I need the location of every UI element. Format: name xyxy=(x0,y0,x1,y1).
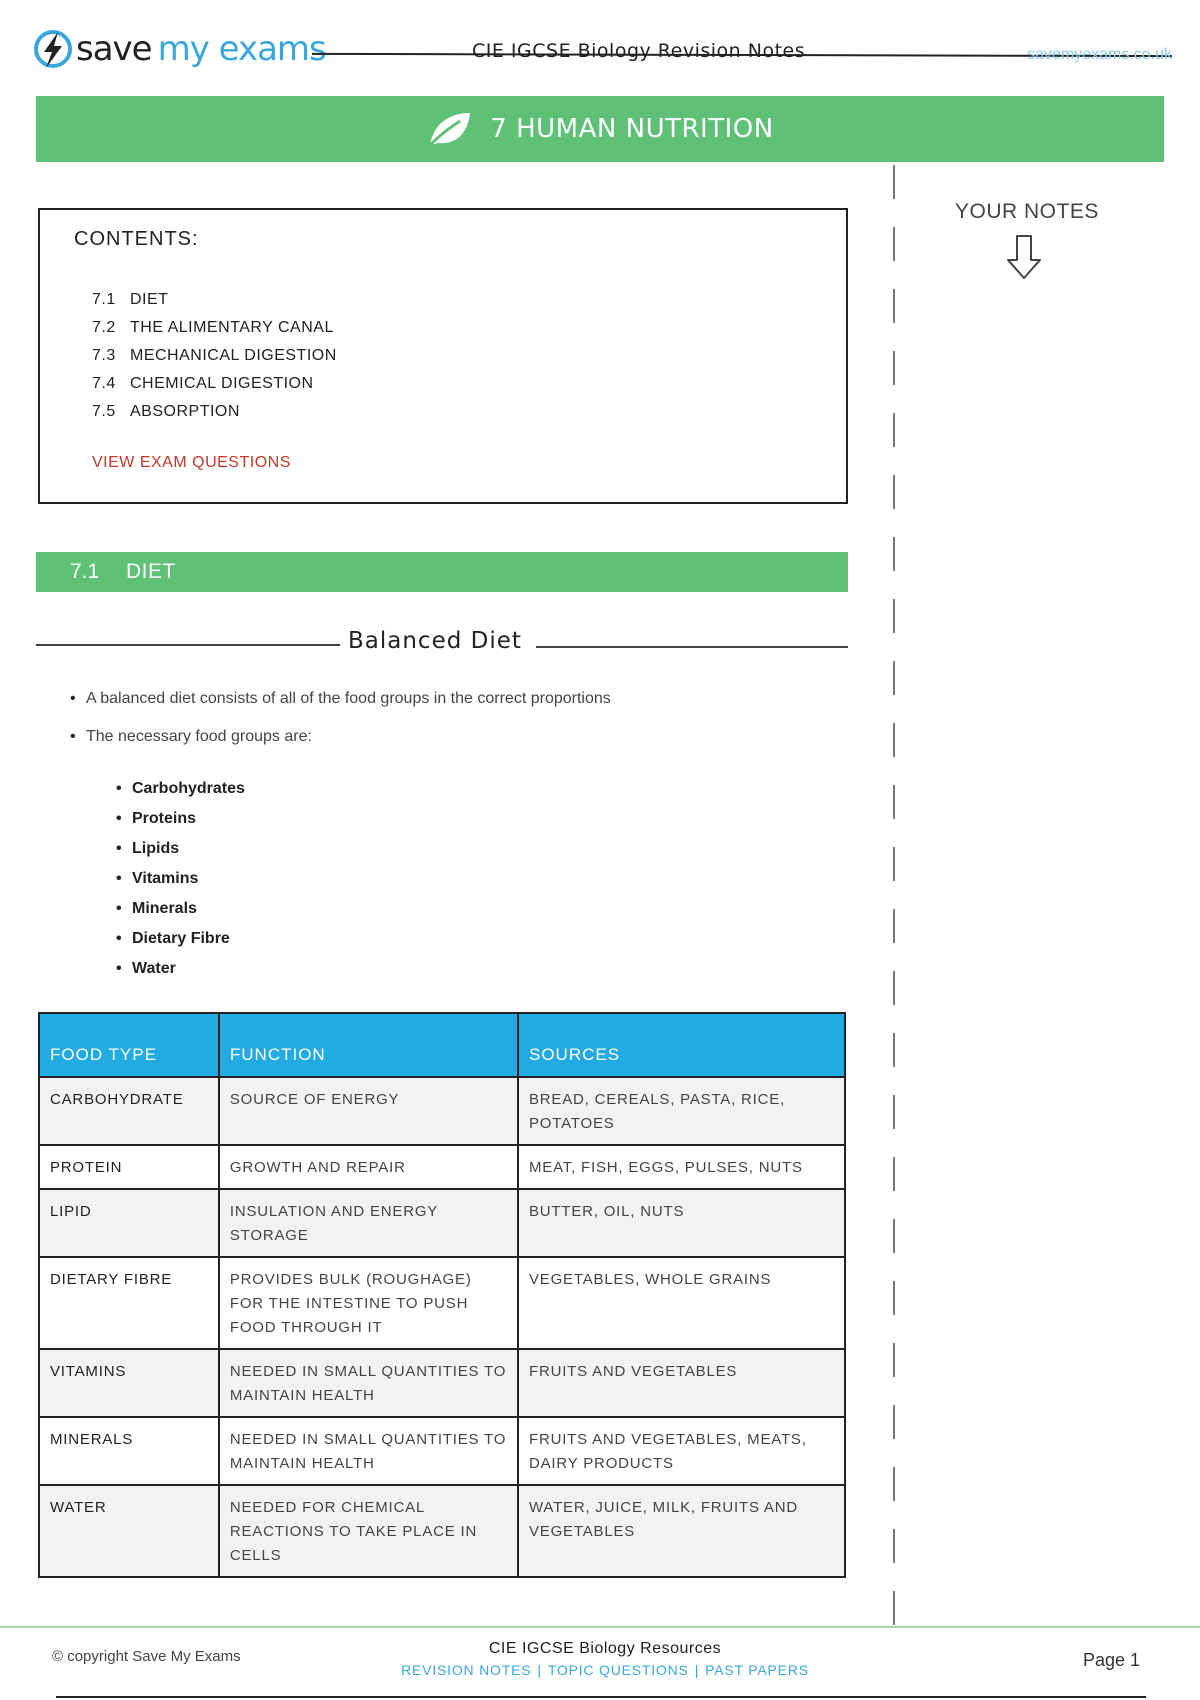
food-groups-list xyxy=(116,774,245,984)
cell-sources: FRUITS AND VEGETABLES xyxy=(518,1349,845,1417)
site-url[interactable]: savemyexams.co.uk xyxy=(1027,46,1172,63)
topic-questions-link[interactable]: TOPIC QUESTIONS xyxy=(547,1662,689,1678)
cell-food-type: WATER xyxy=(39,1485,219,1577)
column-header-sources: SOURCES xyxy=(518,1013,845,1077)
contents-item[interactable] xyxy=(92,342,337,370)
view-exam-questions-link[interactable]: VIEW EXAM QUESTIONS xyxy=(92,454,291,471)
food-group-item: • Dietary Fibre xyxy=(116,924,245,954)
footer-bottom-rule xyxy=(56,1696,1146,1698)
section-header xyxy=(36,552,848,592)
table-row xyxy=(39,1417,845,1485)
subheading-rule-right xyxy=(536,646,848,648)
cell-function: NEEDED IN SMALL QUANTITIES TO MAINTAIN HEALTH xyxy=(219,1349,518,1417)
bullet-item: • The necessary food groups are: xyxy=(70,728,850,746)
contents-item-number: 7.5 xyxy=(92,403,116,420)
contents-item-number: 7.3 xyxy=(92,347,116,364)
bullet-item: • A balanced diet consists of all of the food groups in the correct proportions xyxy=(70,690,850,708)
cell-food-type: DIETARY FIBRE xyxy=(39,1257,219,1349)
table-row xyxy=(39,1189,845,1257)
table-row xyxy=(39,1349,845,1417)
contents-box xyxy=(38,208,848,504)
cell-sources: VEGETABLES, WHOLE GRAINS xyxy=(518,1257,845,1349)
cell-function: NEEDED FOR CHEMICAL REACTIONS TO TAKE PLACE IN CELLS xyxy=(219,1485,518,1577)
leaf-icon xyxy=(426,109,472,149)
bullet-list xyxy=(70,690,850,766)
contents-item[interactable] xyxy=(92,314,337,342)
contents-item-label: DIET xyxy=(130,291,169,308)
column-header-food-type: FOOD TYPE xyxy=(39,1013,219,1077)
cell-sources: BUTTER, OIL, NUTS xyxy=(518,1189,845,1257)
contents-item-number: 7.1 xyxy=(92,291,116,308)
footer-link-separator: | xyxy=(694,1662,700,1678)
page-header xyxy=(32,28,1172,76)
cell-food-type: LIPID xyxy=(39,1189,219,1257)
revision-notes-link[interactable]: REVISION NOTES xyxy=(401,1662,532,1678)
cell-food-type: CARBOHYDRATE xyxy=(39,1077,219,1145)
table-row xyxy=(39,1145,845,1189)
contents-item-number: 7.4 xyxy=(92,375,116,392)
cell-function: INSULATION AND ENERGY STORAGE xyxy=(219,1189,518,1257)
logo-text-myexams: my exams xyxy=(157,29,326,69)
your-notes-label: YOUR NOTES xyxy=(955,200,1099,223)
subheading-text: Balanced Diet xyxy=(348,628,522,654)
table-header-row xyxy=(39,1013,845,1077)
contents-item[interactable] xyxy=(92,286,337,314)
footer-links xyxy=(380,1662,830,1678)
cell-sources: MEAT, FISH, EGGS, PULSES, NUTS xyxy=(518,1145,845,1189)
food-types-table xyxy=(38,1012,846,1578)
subheading xyxy=(36,628,848,660)
food-group-item: • Minerals xyxy=(116,894,245,924)
contents-item-label: THE ALIMENTARY CANAL xyxy=(130,319,334,336)
contents-item-number: 7.2 xyxy=(92,319,116,336)
food-group-item: • Lipids xyxy=(116,834,245,864)
column-header-function: FUNCTION xyxy=(219,1013,518,1077)
chapter-banner xyxy=(36,96,1164,162)
past-papers-link[interactable]: PAST PAPERS xyxy=(705,1662,809,1678)
footer-resources xyxy=(380,1640,830,1678)
cell-sources: FRUITS AND VEGETABLES, MEATS, DAIRY PRODUCTS xyxy=(518,1417,845,1485)
contents-item-label: CHEMICAL DIGESTION xyxy=(130,375,314,392)
cell-food-type: VITAMINS xyxy=(39,1349,219,1417)
contents-list xyxy=(92,286,337,426)
contents-item[interactable] xyxy=(92,370,337,398)
copyright-text: © copyright Save My Exams xyxy=(52,1648,241,1665)
arrow-down-icon xyxy=(1006,234,1042,280)
lightning-bolt-icon xyxy=(32,28,74,70)
table-row xyxy=(39,1485,845,1577)
cell-function: SOURCE OF ENERGY xyxy=(219,1077,518,1145)
table-row xyxy=(39,1257,845,1349)
table-row xyxy=(39,1077,845,1145)
contents-item[interactable] xyxy=(92,398,337,426)
cell-sources: WATER, JUICE, MILK, FRUITS AND VEGETABLES xyxy=(518,1485,845,1577)
document-title: CIE IGCSE Biology Revision Notes xyxy=(472,40,806,62)
cell-food-type: MINERALS xyxy=(39,1417,219,1485)
cell-function: GROWTH AND REPAIR xyxy=(219,1145,518,1189)
footer-resources-title: CIE IGCSE Biology Resources xyxy=(488,1640,722,1657)
contents-item-label: ABSORPTION xyxy=(130,403,240,420)
cell-food-type: PROTEIN xyxy=(39,1145,219,1189)
food-group-item: • Vitamins xyxy=(116,864,245,894)
footer-link-separator: | xyxy=(537,1662,542,1678)
cell-sources: BREAD, CEREALS, PASTA, RICE, POTATOES xyxy=(518,1077,845,1145)
subheading-rule-left xyxy=(36,644,340,646)
food-group-item: • Water xyxy=(116,954,245,984)
section-number: 7.1 xyxy=(70,560,100,583)
logo[interactable] xyxy=(32,28,326,70)
page-number: Page 1 xyxy=(1082,1650,1140,1670)
section-title: DIET xyxy=(126,560,176,583)
footer-rule xyxy=(0,1626,1200,1628)
logo-text-save: save xyxy=(76,29,152,69)
contents-title: CONTENTS: xyxy=(74,228,199,250)
food-group-item: • Carbohydrates xyxy=(116,774,245,804)
notes-separator xyxy=(893,165,895,1625)
chapter-title: 7 HUMAN NUTRITION xyxy=(490,114,774,144)
contents-item-label: MECHANICAL DIGESTION xyxy=(130,347,337,364)
food-group-item: • Proteins xyxy=(116,804,245,834)
cell-function: PROVIDES BULK (ROUGHAGE) FOR THE INTESTINE TO PUSH FOOD THROUGH IT xyxy=(219,1257,518,1349)
cell-function: NEEDED IN SMALL QUANTITIES TO MAINTAIN HEALTH xyxy=(219,1417,518,1485)
